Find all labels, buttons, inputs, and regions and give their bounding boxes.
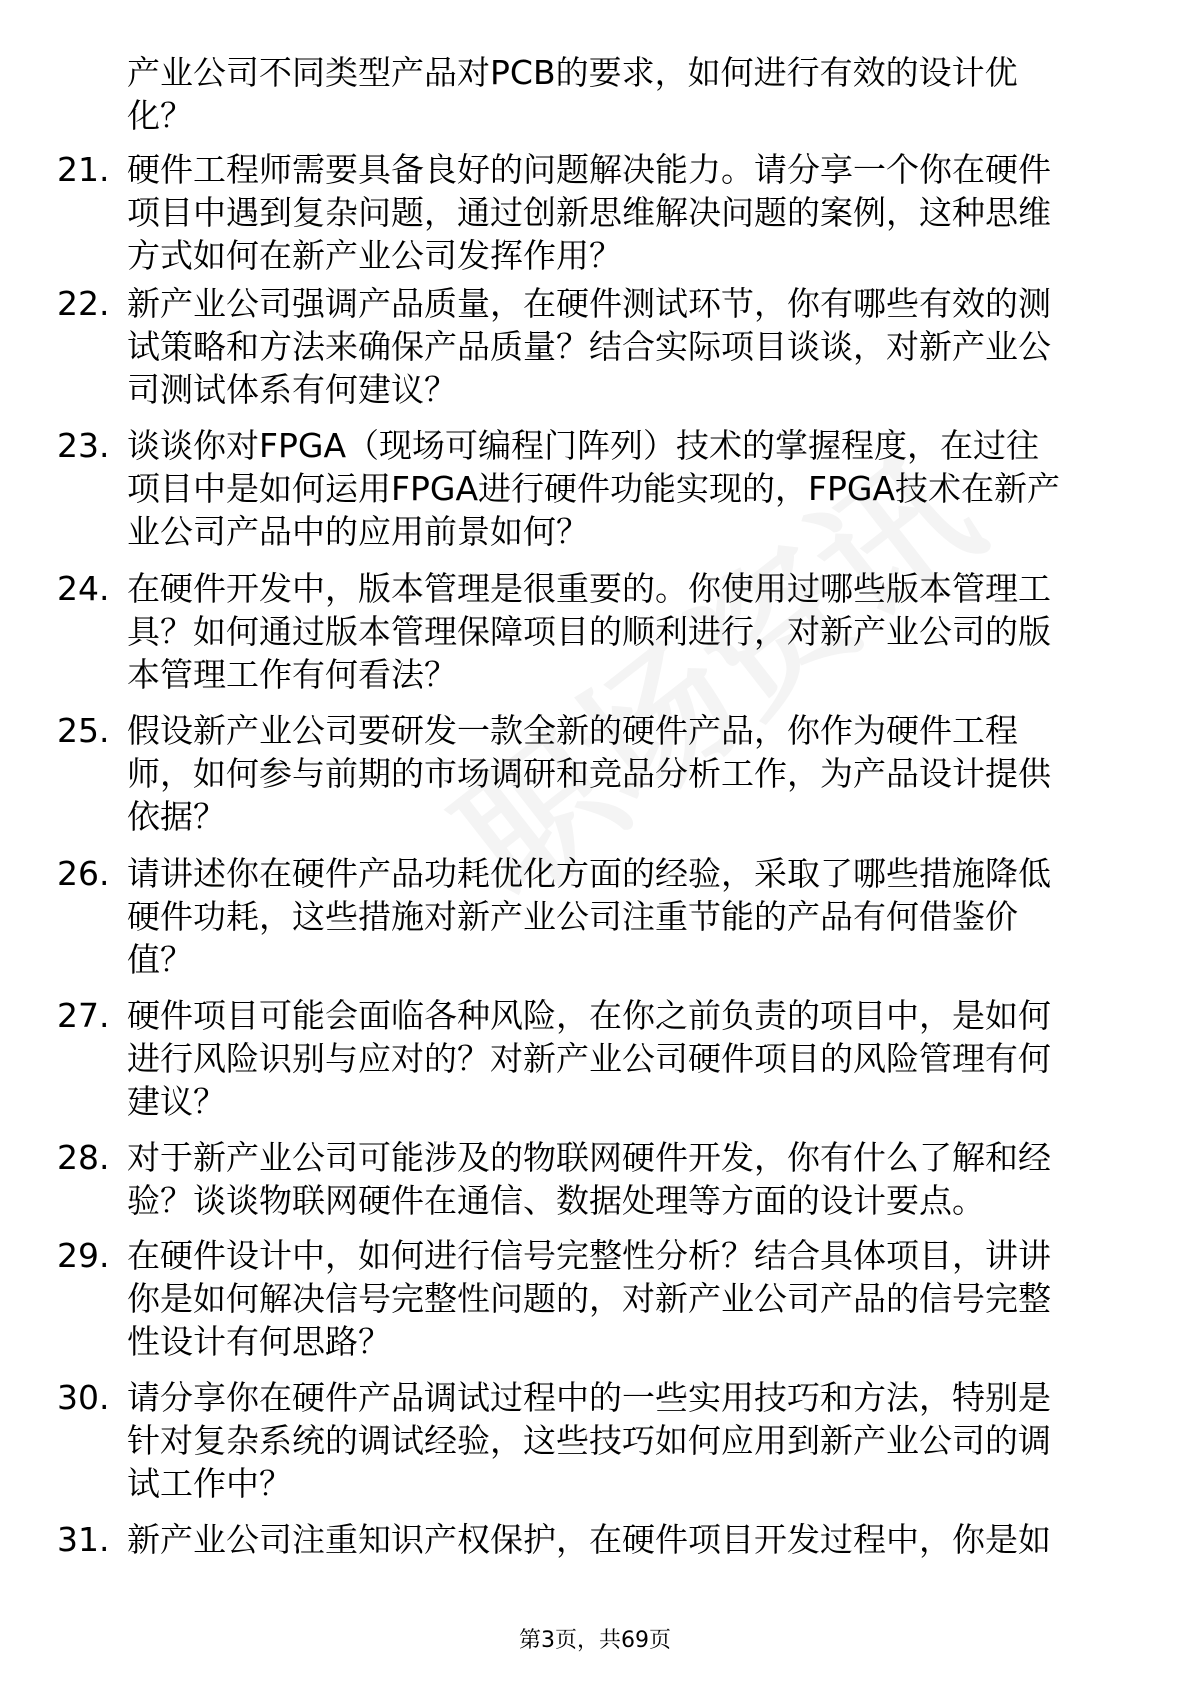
text-line: 值？: [127, 940, 193, 979]
text-line: 性设计有何思路？: [127, 1322, 391, 1361]
text-line: 对于新产业公司可能涉及的物联网硬件开发，你有什么了解和经: [127, 1138, 1051, 1177]
text-line: 在硬件设计中，如何进行信号完整性分析？结合具体项目，讲讲: [127, 1236, 1051, 1275]
question-number: 22.: [57, 284, 110, 323]
question-text: [127, 1376, 1122, 1505]
text-line: 依据？: [127, 797, 226, 836]
question-text: [127, 1518, 1122, 1561]
question-number: 27.: [57, 996, 110, 1035]
question-number: 31.: [57, 1520, 110, 1559]
text-line: 谈谈你对FPGA（现场可编程门阵列）技术的掌握程度，在过往: [127, 426, 1040, 465]
text-line: 师，如何参与前期的市场调研和竞品分析工作，为产品设计提供: [127, 754, 1051, 793]
text-line: 假设新产业公司要研发一款全新的硬件产品，你作为硬件工程: [127, 711, 1018, 750]
text-line: 方式如何在新产业公司发挥作用？: [127, 236, 622, 275]
text-line: 进行风险识别与应对的？对新产业公司硬件项目的风险管理有何: [127, 1039, 1051, 1078]
question-text: [127, 994, 1122, 1123]
text-line: 新产业公司强调产品质量，在硬件测试环节，你有哪些有效的测: [127, 284, 1051, 323]
question-number: 24.: [57, 569, 110, 608]
text-line: 试工作中？: [127, 1464, 292, 1503]
text-line: 司测试体系有何建议？: [127, 370, 457, 409]
question-text: [127, 567, 1122, 696]
text-line: 硬件工程师需要具备良好的问题解决能力。请分享一个你在硬件: [127, 150, 1051, 189]
question-number: 29.: [57, 1236, 110, 1275]
text-line: 试策略和方法来确保产品质量？结合实际项目谈谈，对新产业公: [127, 327, 1051, 366]
text-line: 你是如何解决信号完整性问题的，对新产业公司产品的信号完整: [127, 1279, 1051, 1318]
text-line: 硬件项目可能会面临各种风险，在你之前负责的项目中，是如何: [127, 996, 1051, 1035]
question-number: 21.: [57, 150, 110, 189]
question-text: [127, 282, 1122, 411]
question-text: [127, 1136, 1122, 1222]
page-footer: 第3页，共69页: [519, 1628, 671, 1653]
question-number: 30.: [57, 1378, 110, 1417]
question-text: [127, 1234, 1122, 1363]
text-line: 建议？: [127, 1082, 226, 1121]
question-number: 28.: [57, 1138, 110, 1177]
text-line: 产业公司不同类型产品对PCB的要求，如何进行有效的设计优: [127, 53, 1018, 92]
question-text: [127, 709, 1122, 838]
text-line: 请讲述你在硬件产品功耗优化方面的经验，采取了哪些措施降低: [127, 854, 1051, 893]
text-line: 请分享你在硬件产品调试过程中的一些实用技巧和方法，特别是: [127, 1378, 1051, 1417]
question-number: 23.: [57, 426, 110, 465]
text-line: 新产业公司注重知识产权保护，在硬件项目开发过程中，你是如: [127, 1520, 1051, 1559]
question-text: [127, 424, 1122, 553]
text-line: 验？谈谈物联网硬件在通信、数据处理等方面的设计要点。: [127, 1181, 985, 1220]
text-line: 化？: [127, 96, 193, 135]
text-line: 项目中遇到复杂问题，通过创新思维解决问题的案例，这种思维: [127, 193, 1051, 232]
question-continuation: [127, 51, 1087, 137]
text-line: 在硬件开发中，版本管理是很重要的。你使用过哪些版本管理工: [127, 569, 1051, 608]
text-line: 硬件功耗，这些措施对新产业公司注重节能的产品有何借鉴价: [127, 897, 1018, 936]
text-line: 项目中是如何运用FPGA进行硬件功能实现的，FPGA技术在新产: [127, 469, 1061, 508]
question-number: 26.: [57, 854, 110, 893]
question-number: 25.: [57, 711, 110, 750]
question-text: [127, 148, 1122, 277]
text-line: 本管理工作有何看法？: [127, 655, 457, 694]
text-line: 针对复杂系统的调试经验，这些技巧如何应用到新产业公司的调: [127, 1421, 1051, 1460]
question-text: [127, 852, 1122, 981]
text-line: 业公司产品中的应用前景如何？: [127, 512, 589, 551]
text-line: 具？如何通过版本管理保障项目的顺利进行，对新产业公司的版: [127, 612, 1051, 651]
